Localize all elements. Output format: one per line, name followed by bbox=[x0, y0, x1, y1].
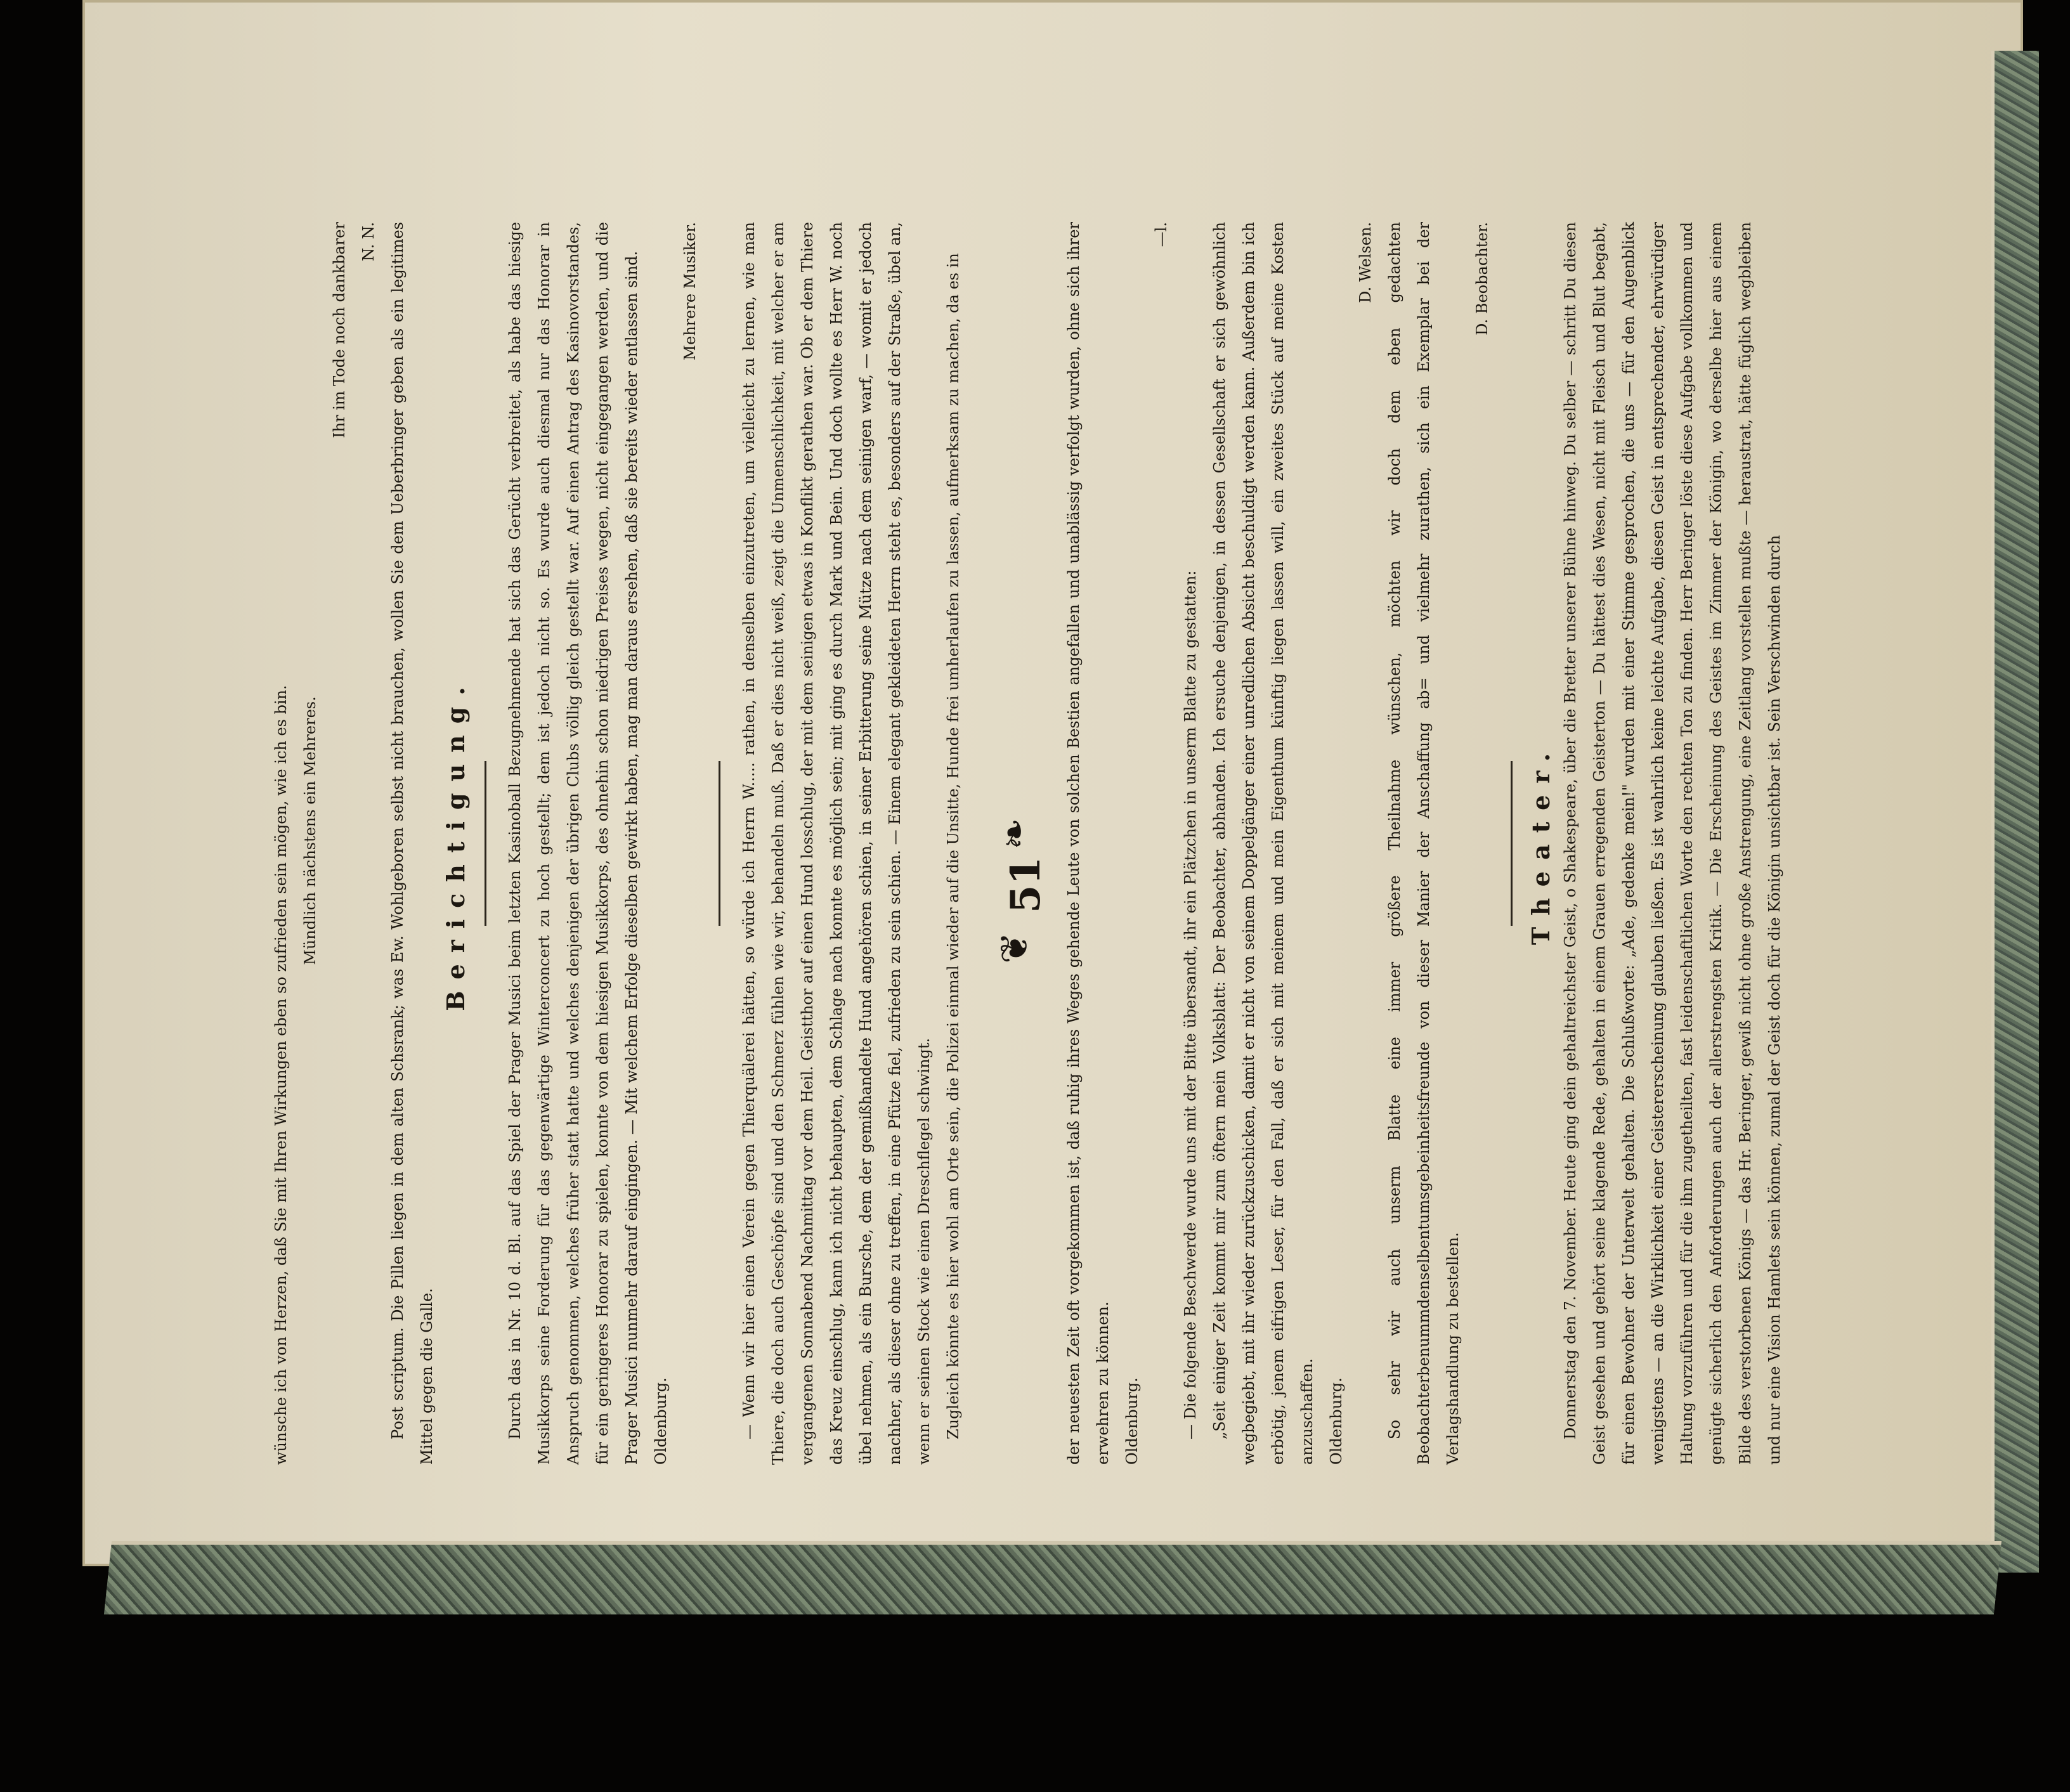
right-paragraph: der neuesten Zeit oft vorgekommen ist, daß ruhig ihres Weges gehende Leute von solchen Bestien angefallen und unablässig verfolgt wurden, ohne sich ihrer erwehren zu können. bbox=[1065, 222, 1112, 1465]
right-paragraph: „Seit einiger Zeit kommt mir zum öftern mein Volksblatt: Der Beobachter, abhanden. Ich ersuche denjenigen, in dessen Gesellschaft er sich gewöhnlich wegbegiebt, mit ihr wieder zurückzuschicken, damit er nicht von seinem Doppelgänger einer unredlichen Absicht beschuldigt werden kann. Außerdem bin ich erbötig, jenem eifrigen Leser, für den Fall, daß er sich mit meinem und mein Eigenthum künftig liegen lassen will, ein zweites Stück auf meine Kosten anzuschaffen. bbox=[1211, 222, 1316, 1465]
right-paragraph: — Die folgende Beschwerde wurde uns mit der Bitte übersandt, ihr ein Plätzchen in unserm Blatte zu gestatten: bbox=[1181, 570, 1199, 1439]
page-number: 51 bbox=[1002, 856, 1050, 913]
right-paragraph: So sehr wir auch unserm Blatte eine immer größere Theilnahme wünschen, möchten wir doch dem eben gedachten Beobachterbenummdenselbentumsgebeinheitsfreunde von dieser Manier der Anschaffung ab= und vielmehr zurathen, sich ein Exemplar bei der Verlagshandlung zu bestellen. bbox=[1386, 222, 1462, 1465]
left-closing: Ihr im Tode noch dankbarer bbox=[330, 222, 348, 438]
divider bbox=[1511, 761, 1513, 926]
ornament-left-icon: ❦ bbox=[993, 932, 1037, 964]
heading-theater: Theater. bbox=[1526, 741, 1555, 945]
left-place: Oldenburg. bbox=[652, 1377, 670, 1465]
left-paragraph: Durch das in Nr. 10 d. Bl. auf das Spiel der Prager Musici beim letzten Kasinoball Bezugnehmende hat sich das Gerücht verbreitet, als habe das hiesige Musikkorps seine Forderung für das gegenwärtige Winterconcert zu hoch gestellt; dem ist jedoch nicht so. Es wurde auch diesmal nur das Honorar in Anspruch genommen, welches früher statt hatte und welches denjenigen der übrigen Clubs völlig gleich gestellt war. Auf einen Antrag des Kasinovorstandes, für ein geringeres Honorar zu spielen, konnte von dem hiesigen Musikkorps, des ohnehin schon niedrigen Preises wegen, nicht eingegangen werden, und die Prager Musici nunmehr darauf eingingen. — Mit welchem Erfolge dieselben gewirkt haben, mag man daraus ersehen, daß sie bereits wieder entlassen sind. bbox=[506, 222, 641, 1465]
column-right bbox=[1059, 222, 1789, 1465]
left-paragraph: Mündlich nächstens ein Mehreres. bbox=[301, 696, 319, 965]
right-signature: —l. bbox=[1152, 222, 1170, 247]
right-paragraph: Donnerstag den 7. November. Heute ging dein gehaltreichster Geist, o Shakespeare, über die Bretter unserer Bühne hinweg. Du selber — schritt Du diesen Geist gesehen und gehört seine klagende Rede, gehalten in einem Grauen erregenden Geisterton — Du hättest dies Wesen, nicht mit Fleisch und Blut begabt, für einen Bewohner der Unterwelt gehalten. Die Schlußworte: „Ade, gedenke mein!" wurden mit einer Stimme gesprochen, die uns — für den Augenblick wenigstens — an die Wirklichkeit einer Geistererscheinung glauben ließen. Es ist wahrlich keine leichte Aufgabe, diesen Geist in entsprechender, ehrwürdiger Haltung vorzuführen und für die ihm zugetheilten, fast leidenschaftlichen Worte den rechten Ton zu finden. Herr Beringer löste diese Aufgabe vollkommen und genügte sicherlich den Anforderungen auch der allerstrengsten Kritik. — Die Erscheinung des Geistes im Zimmer der Königin, wo derselbe hier aus einem Bilde des verstorbenen Königs — das Hr. Beringer, gewiß nicht ohne große Anstrengung, eine Zeitlang vorstellen mußte — heraustrat, hätte füglich wegbleiben und nur eine Vision Hamlets sein können, zumal der Geist doch für die Königin unsichtbar ist. Sein Verschwinden durch bbox=[1561, 222, 1783, 1465]
left-paragraph: — Wenn wir hier einen Verein gegen Thierquälerei hätten, so würde ich Herrn W..... rathen, in denselben einzutreten, um vielleicht zu lernen, wie man Thiere, die doch auch Geschöpfe sind und den Schmerz fühlen wie wir, behandeln muß. Daß er dies nicht weiß, zeigt die Unmenschlichkeit, mit welcher er am vergangenen Sonnabend Nachmittag vor dem Heil. Geistthor auf einen Hund losschlug, der mit dem seinigen etwas in Konflikt gerathen war. Ob er dem Thiere das Kreuz einschlug, kann ich nicht behaupten, dem Schlage nach konnte es möglich sein; mit ging es durch Mark und Bein. Und doch wollte es Herr W. noch übel nehmen, als ein Bursche, dem der gemißhandelte Hund angehören schien, in seiner Erbitterung seine Mütze nach dem seinigen warf, — womit er jedoch nachher, als dieser ohne zu treffen, in eine Pfütze fiel, zufrieden zu sein schien. — Einem elegant gekleideten Herrn steht es, besonders auf der Straße, übel an, wenn er seinen Stock wie einen Dreschflegel schwingt. bbox=[740, 222, 933, 1465]
divider bbox=[485, 761, 486, 926]
left-signature: Mehrere Musiker. bbox=[681, 222, 699, 361]
left-paragraph: Zugleich könnte es hier wohl am Orte sein, die Polizei einmal wieder auf die Unsitte, Hunde frei umherlaufen zu lassen, aufmerksam zu machen, da es in bbox=[944, 253, 962, 1439]
column-left bbox=[266, 222, 968, 1465]
left-postscript: Post scriptum. Die Pillen liegen in dem alten Schsrank; was Ew. Wohlgeboren selbst nicht brauchen, wollen Sie dem Ueberbringer geben als ein legitimes Mittel gegen die Galle. bbox=[389, 222, 436, 1465]
left-signature: N. N. bbox=[360, 222, 377, 261]
rotated-content bbox=[216, 190, 2042, 1560]
right-place: Oldenburg. bbox=[1123, 1377, 1141, 1465]
right-signature: D. Beobachter. bbox=[1473, 222, 1491, 335]
right-place: Oldenburg. bbox=[1327, 1377, 1345, 1465]
divider bbox=[719, 761, 720, 926]
right-signature: D. Welsen. bbox=[1357, 222, 1374, 303]
printed-sheet bbox=[216, 190, 2042, 1560]
left-paragraph: wünsche ich von Herzen, daß Sie mit Ihren Wirkungen eben so zufrieden sein mögen, wie ich es bin. bbox=[272, 685, 290, 1465]
ornament-right-icon: ❧ bbox=[993, 817, 1037, 850]
heading-berichtigung: Berichtigung. bbox=[441, 675, 470, 1011]
